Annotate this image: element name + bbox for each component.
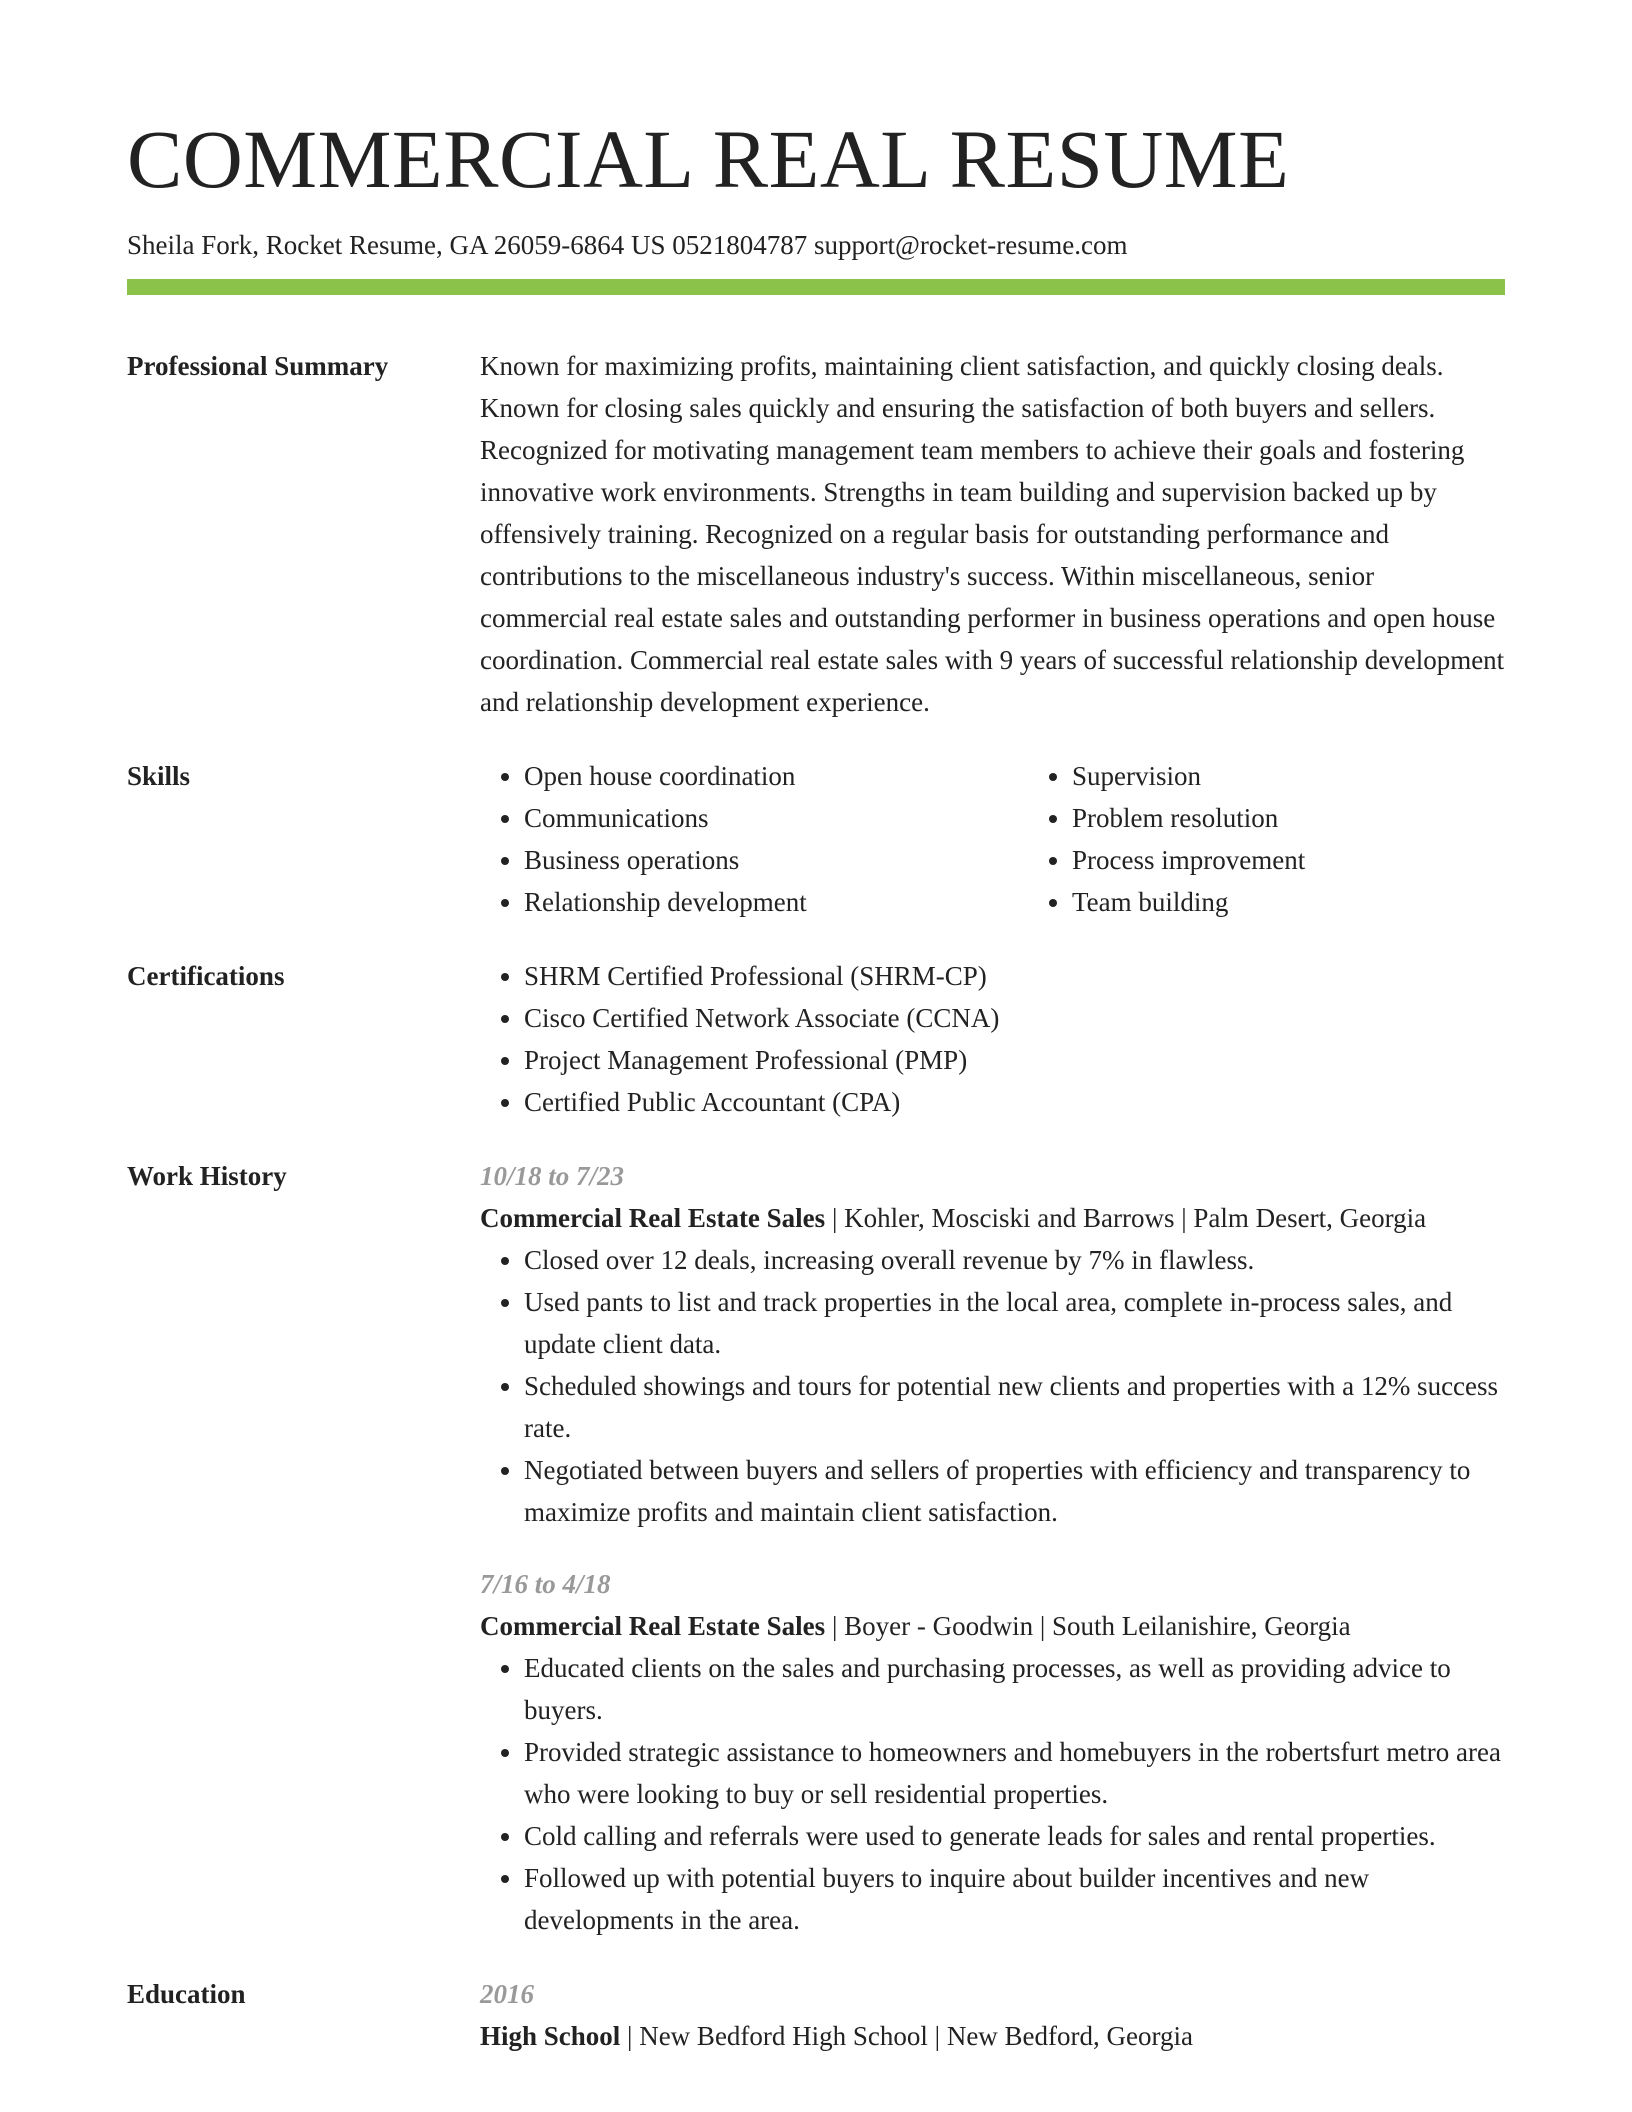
work-history-section	[127, 1155, 1505, 1941]
job-dates: 10/18 to 7/23	[480, 1161, 625, 1192]
job-bullets	[480, 1239, 1505, 1533]
skill-item: • Open house coordination	[524, 755, 1028, 797]
skills-grid	[480, 755, 1576, 923]
summary-section	[127, 345, 1505, 723]
skills-section	[127, 755, 1505, 923]
job-bullet: • Used pants to list and track properties in the local area, complete in-process sales, and update client data.	[524, 1281, 1505, 1365]
skill-item: • Process improvement	[1072, 839, 1576, 881]
section-label-education: Education	[127, 1979, 246, 2010]
skill-item: • Relationship development	[524, 881, 1028, 923]
section-label-skills: Skills	[127, 761, 191, 792]
education-degree: High School	[480, 2021, 621, 2052]
job-bullet: • Followed up with potential buyers to inquire about builder incentives and new developments in the area.	[524, 1857, 1505, 1941]
skill-item: • Business operations	[524, 839, 1028, 881]
skills-column-1	[480, 755, 1028, 923]
job-bullet: • Scheduled showings and tours for potential new clients and properties with a 12% success rate.	[524, 1365, 1505, 1449]
job-details: | Kohler, Mosciski and Barrows | Palm Desert, Georgia	[825, 1203, 1427, 1234]
job-title: Commercial Real Estate Sales	[480, 1611, 826, 1642]
certifications-section	[127, 955, 1505, 1123]
certification-item: • Certified Public Accountant (CPA)	[524, 1081, 1505, 1123]
resume-title: COMMERCIAL REAL RESUME	[127, 113, 1290, 205]
education-details: | New Bedford High School | New Bedford, Georgia	[620, 2021, 1193, 2052]
skill-item: • Communications	[524, 797, 1028, 839]
skill-item: • Problem resolution	[1072, 797, 1576, 839]
education-heading	[480, 2015, 1505, 2057]
job-bullet: • Negotiated between buyers and sellers of properties with efficiency and transparency to maximize profits and maintain client satisfaction.	[524, 1449, 1505, 1533]
job-dates: 7/16 to 4/18	[480, 1569, 611, 1600]
accent-divider	[127, 279, 1505, 295]
job-entry	[480, 1563, 1505, 1941]
skill-item: • Supervision	[1072, 755, 1576, 797]
skill-item: • Team building	[1072, 881, 1576, 923]
job-bullet: • Closed over 12 deals, increasing overall revenue by 7% in flawless.	[524, 1239, 1505, 1281]
job-bullet: • Cold calling and referrals were used to generate leads for sales and rental properties.	[524, 1815, 1505, 1857]
certification-item: • Project Management Professional (PMP)	[524, 1039, 1505, 1081]
job-heading	[480, 1605, 1505, 1647]
skills-column-2	[1028, 755, 1576, 923]
section-label-summary: Professional Summary	[127, 351, 389, 382]
job-heading	[480, 1197, 1505, 1239]
section-label-certifications: Certifications	[127, 961, 285, 992]
summary-text: Known for maximizing profits, maintaining client satisfaction, and quickly closing deals. Known for closing sales quickly and ensuring the satisfaction of both buyers and sellers. Recognized for motivating management team members to achieve their goals and fostering innovative work environments. Strengths in team building and supervision backed up by offensively training. Recognized on a regular basis for outstanding performance and contributions to the miscellaneous industry's success. Within miscellaneous, senior commercial real estate sales and outstanding performer in business operations and open house coordination. Commercial real estate sales with 9 years of successful relationship development and relationship development experience.	[480, 351, 1505, 718]
job-title: Commercial Real Estate Sales	[480, 1203, 826, 1234]
education-date: 2016	[480, 1979, 534, 2010]
job-bullets	[480, 1647, 1505, 1941]
certification-item: • SHRM Certified Professional (SHRM-CP)	[524, 955, 1505, 997]
job-details: | Boyer - Goodwin | South Leilanishire, Georgia	[825, 1611, 1351, 1642]
section-label-work-history: Work History	[127, 1161, 287, 1192]
contact-line: Sheila Fork, Rocket Resume, GA 26059-6864 US 0521804787 support@rocket-resume.com	[127, 230, 1128, 260]
job-bullet: • Provided strategic assistance to homeowners and homebuyers in the robertsfurt metro area who were looking to buy or sell residential properties.	[524, 1731, 1505, 1815]
certifications-list	[480, 955, 1505, 1123]
job-bullet: • Educated clients on the sales and purchasing processes, as well as providing advice to buyers.	[524, 1647, 1505, 1731]
job-entry	[480, 1155, 1505, 1533]
certification-item: • Cisco Certified Network Associate (CCNA)	[524, 997, 1505, 1039]
education-section	[127, 1973, 1505, 2057]
